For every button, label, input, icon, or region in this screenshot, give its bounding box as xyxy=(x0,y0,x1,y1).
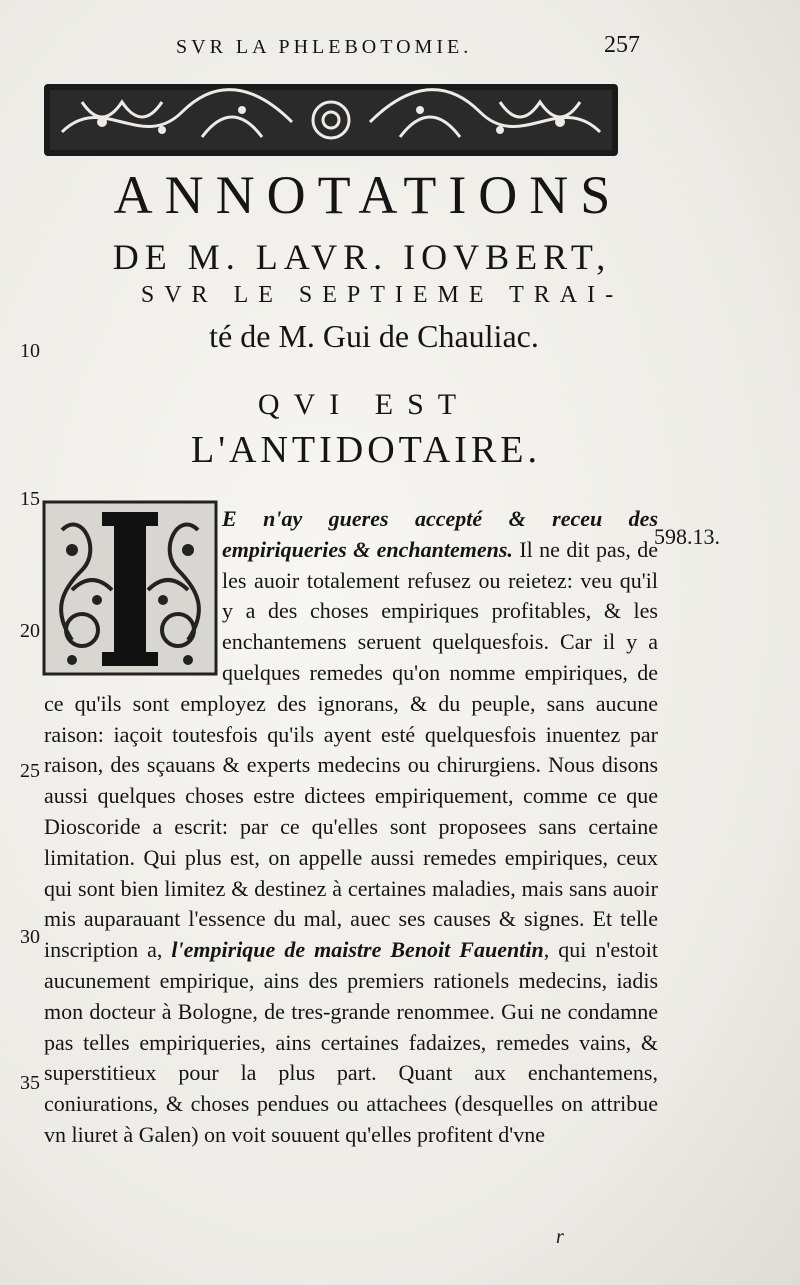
line-number-10: 10 xyxy=(20,340,40,362)
line-number-35: 35 xyxy=(20,1072,40,1094)
line-number-15: 15 xyxy=(20,488,40,510)
catchword: r xyxy=(556,1226,564,1248)
title-author: DE M. LAVR. IOVBERT, xyxy=(112,237,612,277)
line-number-30: 30 xyxy=(20,926,40,948)
title-subject: SVR LE SEPTIEME TRAI- xyxy=(140,282,624,308)
body-text-part2: , qui n'estoit aucunement empirique, ains des premiers rationels medecins, iadis mon docteur à Bologne, de tres-grande renommee. Gui ne condamne pas telles empiriqueries, ains certaines fadaizes, remedes vains, & superstitieux pour la plus part. Quant aux enchantemens, coniurations, & choses pendues ou attachees (desquelles on attribue vn liuret à Galen) on voit souuent qu'elles profitent d'vne xyxy=(44,937,658,1147)
line-number-25: 25 xyxy=(20,760,40,782)
body-text-part1: Il ne dit pas, de les auoir totalement refusez ou reietez: veu qu'il y a des choses empiriques profitables, & les enchantemens seruent quelquesfois. Car il y a quelques remedes qu'on nomme empiriques, de ce qu'ils sont employez des ignorans, & du peuple, sans aucune raison: iaçoit toutesfois qu'ils ayent esté quelquesfois inuentez par raison, des sçauans & experts medecins ou chirurgiens. Nous disons aussi quelques choses estre dictees empiriquement, comme ce que Dioscoride a escrit: par ce qu'elles sont proposees sans certaine limitation. Qui plus est, on appelle aussi remedes empiriques, ceux qui sont bien limitez & destinez à certaines maladies, mais sans auoir mis auparauant l'essence du mal, auec ses causes & signes. Et telle inscription a, xyxy=(44,536,659,963)
running-head: SVR LA PHLEBOTOMIE. xyxy=(176,36,473,58)
margin-reference: 598.13. xyxy=(654,524,720,549)
ornamental-headpiece-icon xyxy=(42,82,620,158)
page-number: 257 xyxy=(604,32,640,58)
title-annotations: ANNOTATIONS xyxy=(113,165,623,225)
lemma-text: E n'ay gueres accepté & receu des empiriqueries & enchantemens. xyxy=(222,506,658,562)
line-number-20: 20 xyxy=(20,620,40,642)
title-qvi-est: QVI EST xyxy=(257,388,471,421)
title-antidotaire: L'ANTIDOTAIRE. xyxy=(190,429,542,471)
title-subject-cont: té de M. Gui de Chauliac. xyxy=(209,318,539,354)
citation-text: l'empirique de maistre Benoit Fauentin xyxy=(171,937,544,963)
annotation-body xyxy=(44,504,658,1151)
